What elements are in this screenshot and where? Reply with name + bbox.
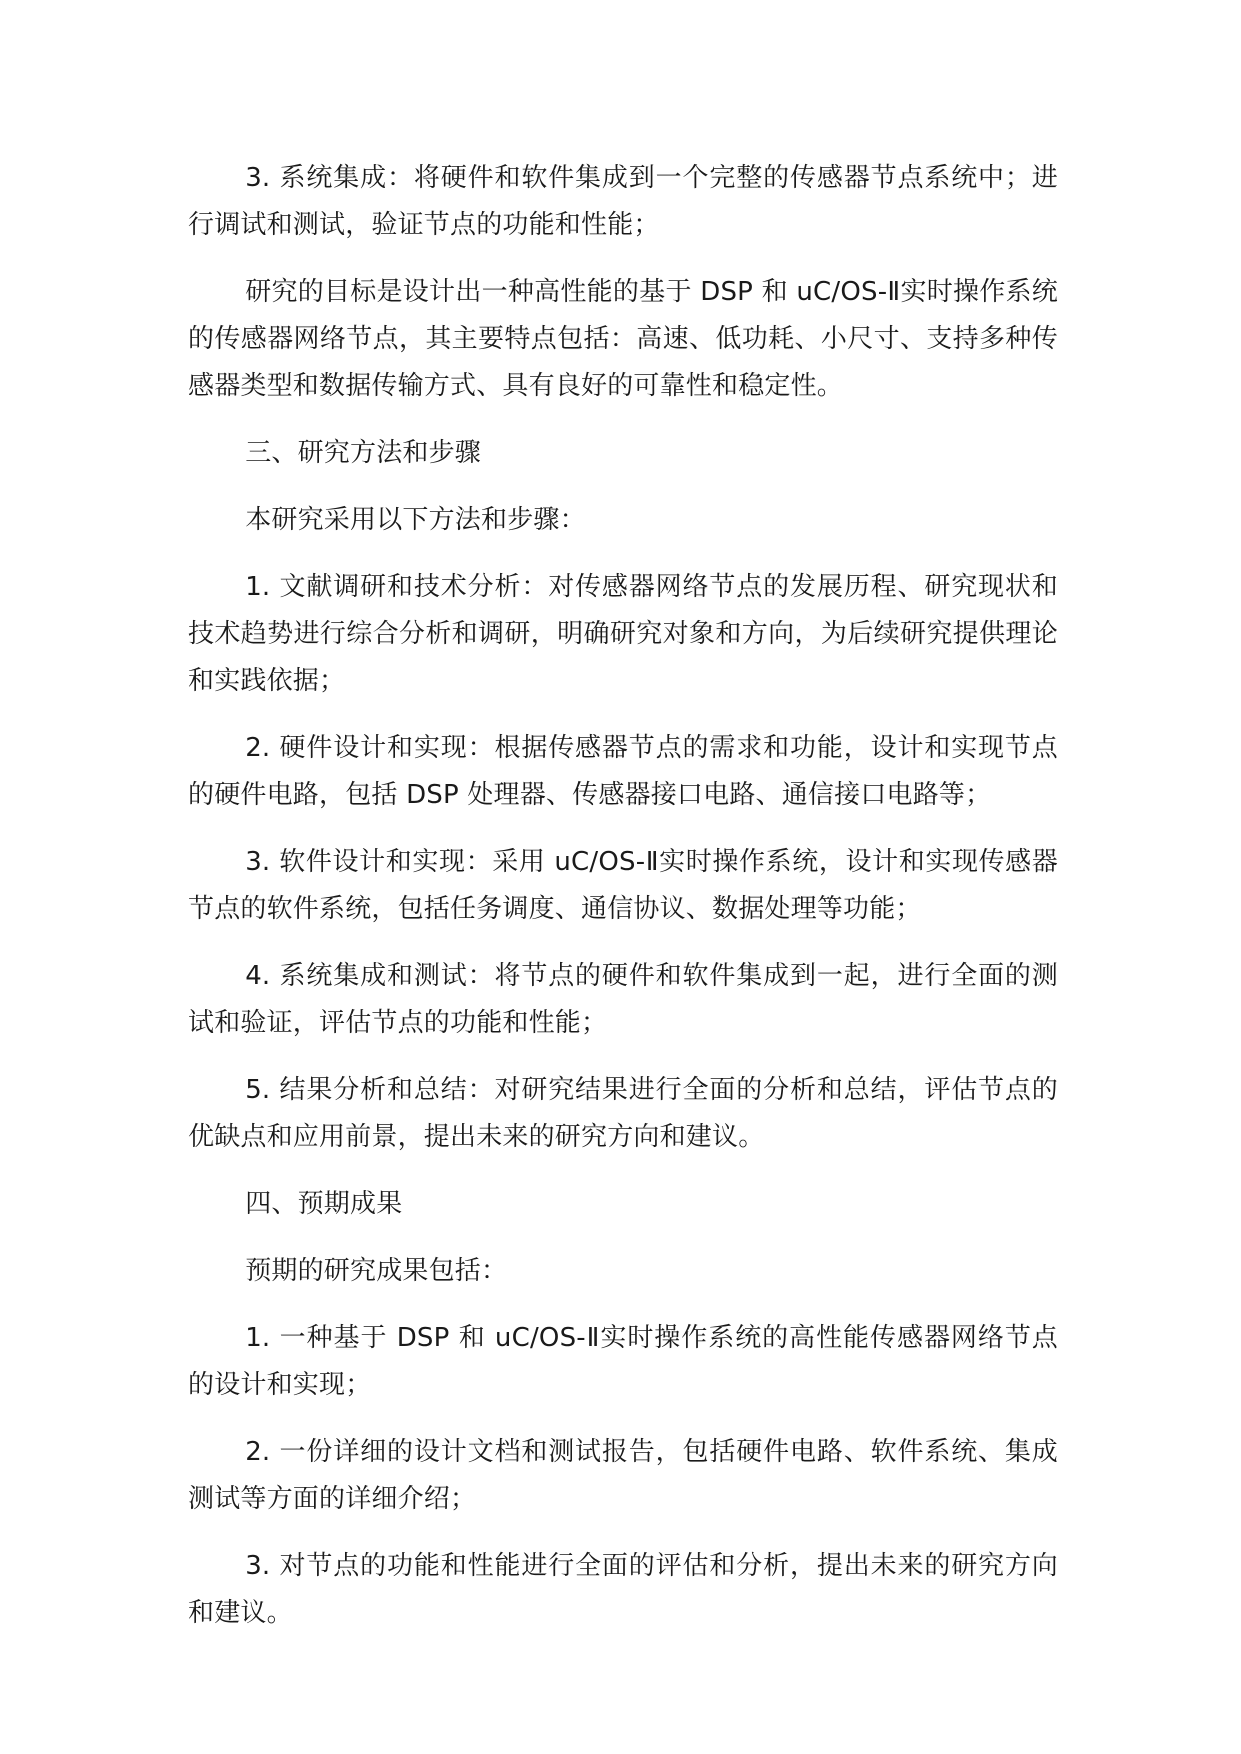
list-item-method-5: 5. 结果分析和总结：对研究结果进行全面的分析和总结，评估节点的优缺点和应用前景，提出未来的研究方向和建议。	[188, 1075, 1058, 1152]
section-heading-expected-results: 四、预期成果	[245, 1189, 403, 1219]
section-heading-methods: 三、研究方法和步骤	[245, 438, 481, 468]
list-item-result-1: 1. 一种基于 DSP 和 uC/OS-Ⅱ实时操作系统的高性能传感器网络节点的设计和实现；	[188, 1323, 1058, 1400]
list-item-method-3: 3. 软件设计和实现：采用 uC/OS-Ⅱ实时操作系统，设计和实现传感器节点的软件系统，包括任务调度、通信协议、数据处理等功能；	[188, 847, 1058, 924]
document-body	[188, 155, 1058, 1657]
list-item-method-4: 4. 系统集成和测试：将节点的硬件和软件集成到一起，进行全面的测试和验证，评估节点的功能和性能；	[188, 961, 1058, 1038]
paragraph-system-integration: 3. 系统集成：将硬件和软件集成到一个完整的传感器节点系统中；进行调试和测试，验证节点的功能和性能；	[188, 163, 1058, 240]
list-item-result-2: 2. 一份详细的设计文档和测试报告，包括硬件电路、软件系统、集成测试等方面的详细介绍；	[188, 1437, 1058, 1514]
list-item-result-3: 3. 对节点的功能和性能进行全面的评估和分析，提出未来的研究方向和建议。	[188, 1551, 1058, 1628]
paragraph-methods-intro: 本研究采用以下方法和步骤：	[245, 505, 586, 535]
paragraph-research-goal: 研究的目标是设计出一种高性能的基于 DSP 和 uC/OS-Ⅱ实时操作系统的传感器网络节点，其主要特点包括：高速、低功耗、小尺寸、支持多种传感器类型和数据传输方式、具有良好的可靠性和稳定性。	[188, 277, 1058, 401]
paragraph-results-intro: 预期的研究成果包括：	[245, 1256, 508, 1286]
list-item-method-2: 2. 硬件设计和实现：根据传感器节点的需求和功能，设计和实现节点的硬件电路，包括 DSP 处理器、传感器接口电路、通信接口电路等；	[188, 733, 1058, 810]
list-item-method-1: 1. 文献调研和技术分析：对传感器网络节点的发展历程、研究现状和技术趋势进行综合分析和调研，明确研究对象和方向，为后续研究提供理论和实践依据；	[188, 572, 1058, 696]
